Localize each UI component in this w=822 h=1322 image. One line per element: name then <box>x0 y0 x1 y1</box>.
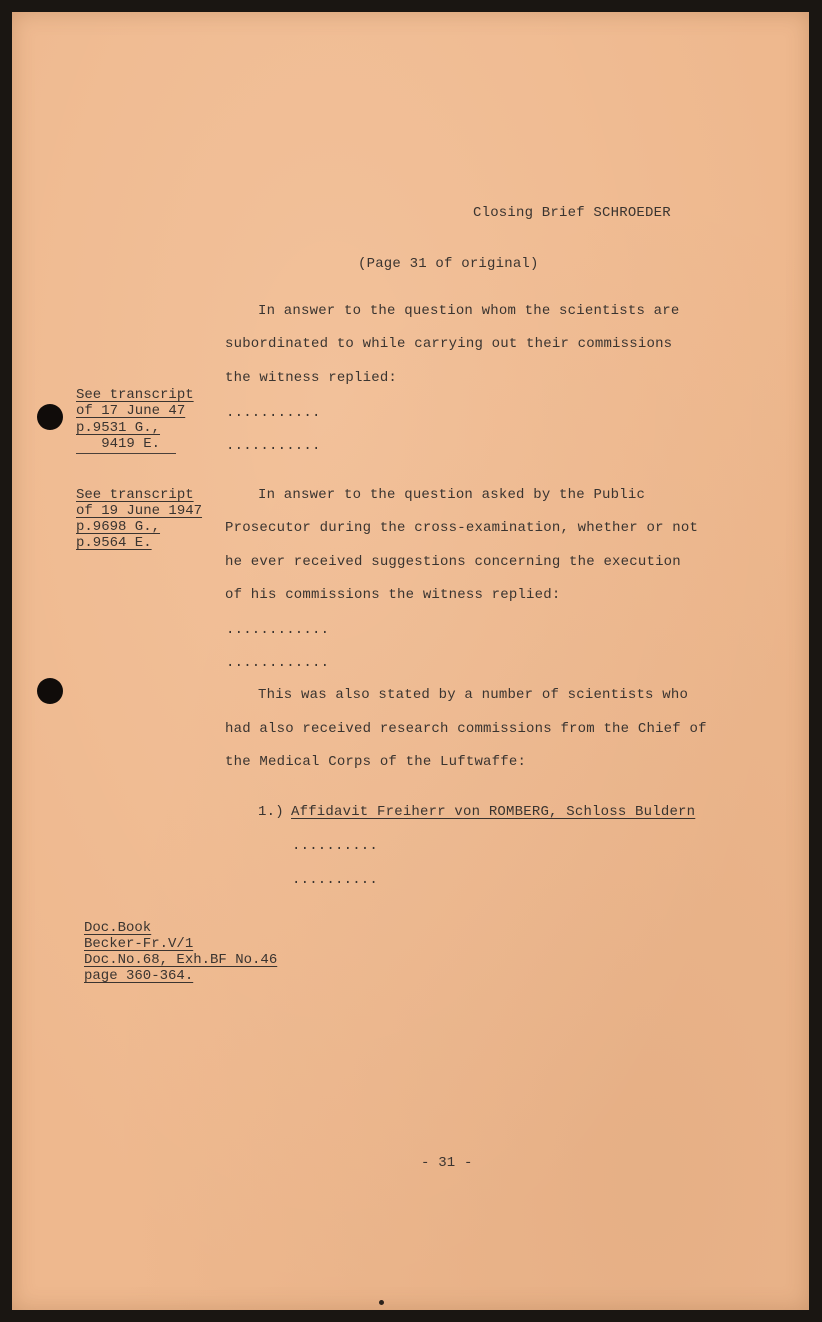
margin-note-transcript-17-june <box>76 387 216 457</box>
note-underline <box>76 453 176 454</box>
paper-speck <box>379 1300 384 1305</box>
paragraph-3-line-2: had also received research commissions from the Chief of <box>225 721 707 737</box>
ellipsis-line: ............ <box>226 655 330 671</box>
margin-note-transcript-19-june <box>76 487 226 557</box>
margin-note-doc-book <box>84 920 284 990</box>
note-line: p.9698 G., <box>76 519 161 535</box>
note-line: of 17 June 47 <box>76 403 186 419</box>
note-line: See transcript <box>76 487 194 503</box>
paragraph-2-line-4: of his commissions the witness replied: <box>225 587 561 603</box>
note-line: p.9531 G., <box>76 420 161 436</box>
paragraph-1-line-3: the witness replied: <box>225 370 398 386</box>
ellipsis-line: ........... <box>226 405 321 421</box>
item-1-affidavit-title: Affidavit Freiherr von ROMBERG, Schloss Buldern <box>291 804 696 820</box>
note-line: Doc.Book <box>84 920 152 936</box>
punch-hole-bottom <box>37 678 63 704</box>
ellipsis-line: .......... <box>292 838 379 854</box>
note-line: Doc.No.68, Exh.BF No.46 <box>84 952 278 968</box>
note-line: page 360-364. <box>84 968 194 984</box>
paragraph-2-line-1: In answer to the question asked by the Public <box>258 487 646 503</box>
note-line: of 19 June 1947 <box>76 503 203 519</box>
document-page <box>12 12 809 1310</box>
original-page-reference: (Page 31 of original) <box>358 256 539 272</box>
page-number: - 31 - <box>421 1155 473 1171</box>
paragraph-2-line-3: he ever received suggestions concerning the execution <box>225 554 681 570</box>
note-line: See transcript <box>76 387 194 403</box>
paragraph-1-line-2: subordinated to while carrying out their commissions <box>225 336 673 352</box>
paragraph-2-line-2: Prosecutor during the cross-examination, whether or not <box>225 520 699 536</box>
item-1-number: 1.) <box>258 804 284 820</box>
paragraph-3-line-1: This was also stated by a number of scientists who <box>258 687 689 703</box>
note-line: p.9564 E. <box>76 535 152 551</box>
ellipsis-line: ........... <box>226 438 321 454</box>
punch-hole-top <box>37 404 63 430</box>
ellipsis-line: ............ <box>226 622 330 638</box>
note-line: 9419 E. <box>76 436 161 452</box>
ellipsis-line: .......... <box>292 872 379 888</box>
note-line: Becker-Fr.V/1 <box>84 936 194 952</box>
paragraph-1-line-1: In answer to the question whom the scientists are <box>258 303 680 319</box>
paragraph-3-line-3: the Medical Corps of the Luftwaffe: <box>225 754 527 770</box>
brief-title: Closing Brief SCHROEDER <box>473 205 671 221</box>
